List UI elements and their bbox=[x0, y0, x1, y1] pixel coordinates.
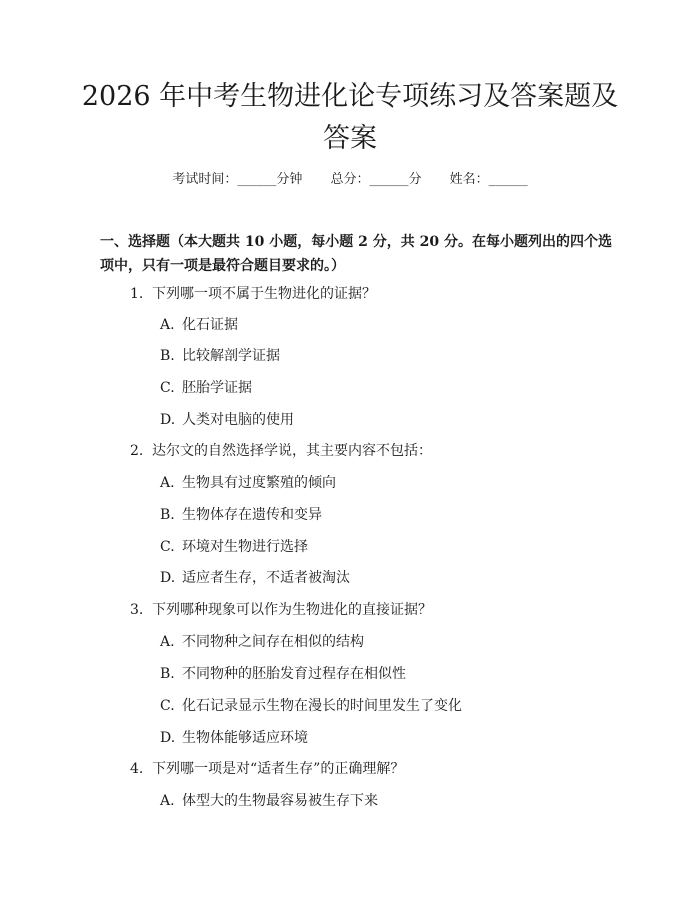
option-letter: B. bbox=[160, 666, 175, 682]
option-letter: C. bbox=[160, 380, 175, 396]
option-letter: C. bbox=[160, 539, 175, 555]
question-number: 1. bbox=[130, 286, 144, 302]
total-score-field: 总分：______分 bbox=[330, 172, 422, 187]
option-letter: A. bbox=[160, 475, 175, 491]
title-line-1: 2026 年中考生物进化论专项练习及答案题及 bbox=[81, 81, 619, 112]
option-text: 化石证据 bbox=[182, 317, 238, 333]
option-3a bbox=[160, 631, 620, 651]
option-letter: C. bbox=[160, 698, 175, 714]
option-letter: A. bbox=[160, 317, 175, 333]
question-text: 达尔文的自然选择学说，其主要内容不包括： bbox=[152, 443, 432, 459]
option-letter: D. bbox=[160, 570, 176, 586]
title-line-2: 答案 bbox=[323, 123, 377, 154]
option-letter: D. bbox=[160, 412, 176, 428]
question-number: 3. bbox=[130, 602, 144, 618]
question-1 bbox=[130, 283, 610, 303]
option-letter: B. bbox=[160, 348, 175, 364]
option-text: 人类对电脑的使用 bbox=[182, 412, 294, 428]
option-4a bbox=[160, 790, 620, 810]
section-heading: 一、选择题（本大题共 10 小题，每小题 2 分，共 20 分。在每小题列出的四个选项中，只有一项是最符合题目要求的。） bbox=[100, 234, 612, 274]
option-text: 生物体能够适应环境 bbox=[182, 730, 308, 746]
question-2 bbox=[130, 440, 610, 460]
question-number: 4. bbox=[130, 761, 144, 777]
option-1c bbox=[160, 377, 620, 397]
option-text: 不同物种的胚胎发育过程存在相似性 bbox=[182, 666, 406, 682]
question-4 bbox=[130, 758, 610, 778]
option-text: 生物具有过度繁殖的倾向 bbox=[182, 475, 336, 491]
name-field: 姓名：______ bbox=[449, 172, 528, 187]
option-letter: B. bbox=[160, 507, 175, 523]
question-text: 下列哪一项是对“适者生存”的正确理解？ bbox=[152, 761, 405, 777]
option-letter: A. bbox=[160, 793, 175, 809]
page-title bbox=[60, 76, 640, 160]
question-text: 下列哪种现象可以作为生物进化的直接证据？ bbox=[152, 602, 432, 618]
exam-time-field: 考试时间：______分钟 bbox=[172, 172, 303, 187]
option-letter: D. bbox=[160, 730, 176, 746]
question-number: 2. bbox=[130, 443, 144, 459]
option-2b bbox=[160, 504, 620, 524]
option-text: 生物体存在遗传和变异 bbox=[182, 507, 322, 523]
option-text: 化石记录显示生物在漫长的时间里发生了变化 bbox=[182, 698, 462, 714]
option-text: 不同物种之间存在相似的结构 bbox=[182, 634, 364, 650]
option-text: 比较解剖学证据 bbox=[182, 348, 280, 364]
option-letter: A. bbox=[160, 634, 175, 650]
option-text: 胚胎学证据 bbox=[182, 380, 252, 396]
option-text: 体型大的生物最容易被生存下来 bbox=[182, 793, 378, 809]
option-1b bbox=[160, 345, 620, 365]
option-2a bbox=[160, 472, 620, 492]
option-1d bbox=[160, 409, 620, 429]
option-2d bbox=[160, 567, 620, 587]
option-3d bbox=[160, 727, 620, 747]
option-1a bbox=[160, 314, 620, 334]
option-text: 适应者生存，不适者被淘汰 bbox=[182, 570, 350, 586]
question-text: 下列哪一项不属于生物进化的证据？ bbox=[152, 286, 376, 302]
question-3 bbox=[130, 599, 610, 619]
option-2c bbox=[160, 536, 620, 556]
option-text: 环境对生物进行选择 bbox=[182, 539, 308, 555]
option-3c bbox=[160, 695, 620, 715]
exam-meta bbox=[0, 168, 700, 187]
option-3b bbox=[160, 663, 620, 683]
